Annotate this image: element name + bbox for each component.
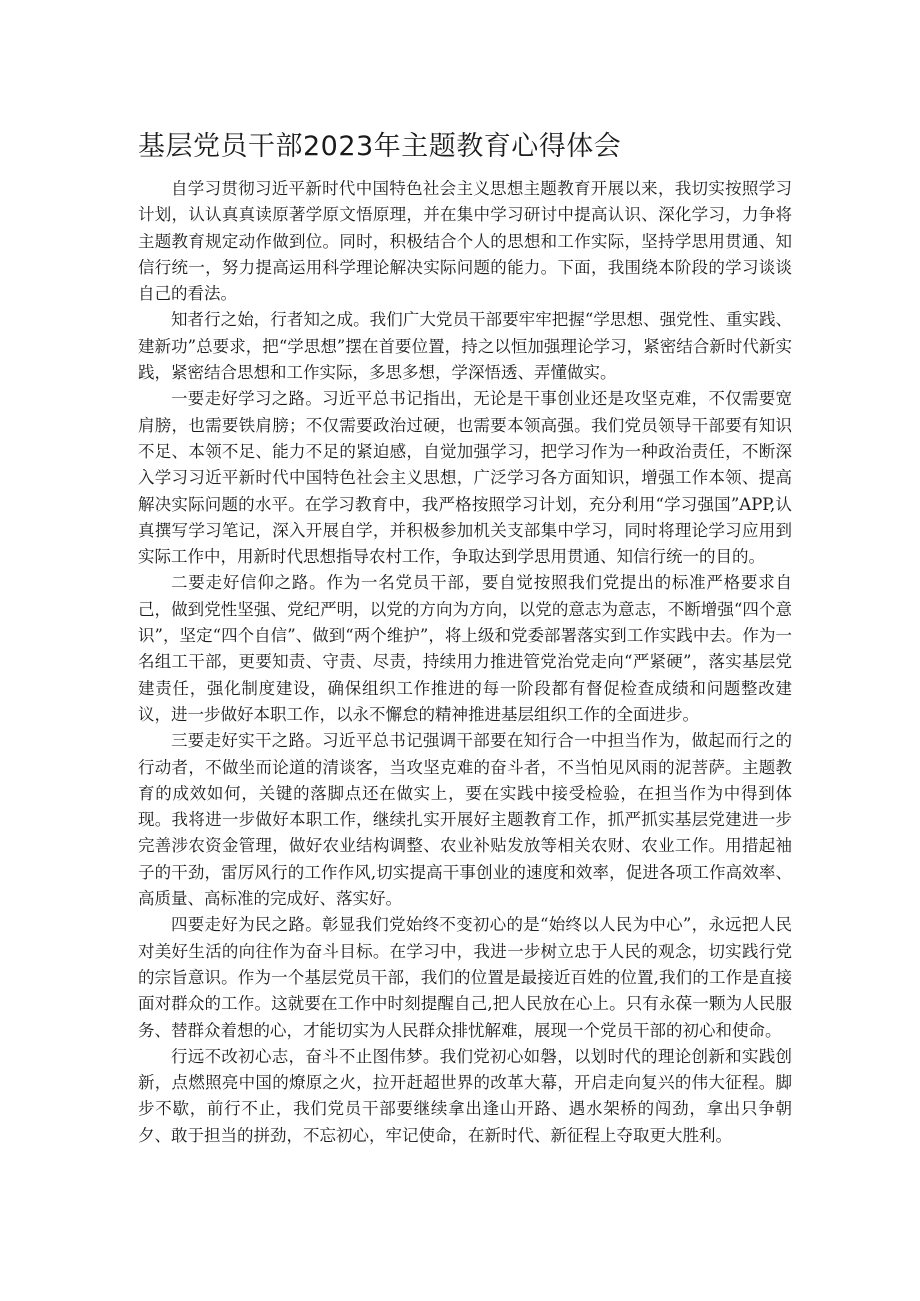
paragraph: 三要走好实干之路。习近平总书记强调干部要在知行合一中担当作为，做起而行之的行动者，不做坐而论道的清谈客，当攻坚克难的奋斗者，不当怕见风雨的泥菩萨。主题教育的成效如何，关键的落脚点还在做实上，要在实践中接受检验，在担当作为中得到体现。我将进一步做好本职工作，继续扎实开展好主题教育工作，抓严抓实基层党建进一步完善涉农资金管理，做好农业结构调整、农业补贴发放等相关农财、农业工作。用措起袖子的干劲，雷厉风行的工作作风,切实提高干事创业的速度和效率，促进各项工作高效率、高质量、高标准的完成好、落实好。 xyxy=(138,731,792,909)
paragraph: 行远不改初心志，奋斗不止图伟梦。我们党初心如磐，以划时代的理论创新和实践创新，点燃照亮中国的燎原之火，拉开赶超世界的改革大幕，开启走向复兴的伟大征程。脚步不歇，前行不止，我们党员干部要继续拿出逢山开路、遇水架桥的闯劲，拿出只争朝夕、敢于担当的拼劲，不忘初心，牢记使命，在新时代、新征程上夺取更大胜利。 xyxy=(138,1046,792,1145)
paragraph: 二要走好信仰之路。作为一名党员干部，要自觉按照我们党提出的标准严格要求自己，做到党性坚强、党纪严明，以党的方向为方向，以党的意志为意志，不断增强“四个意识”，坚定“四个自信”、做到“两个维护”，将上级和党委部署落实到工作实践中去。作为一名组工干部，更要知责、守责、尽责，持续用力推进管党治党走向“严紧硬”，落实基层党建责任，强化制度建设，确保组织工作推进的每一阶段都有督促检查成绩和问题整改建议，进一步做好本职工作，以永不懈怠的精神推进基层组织工作的全面进步。 xyxy=(138,573,792,724)
document-body xyxy=(138,176,792,1149)
paragraph: 四要走好为民之路。彰显我们党始终不变初心的是“始终以人民为中心”，永远把人民对美好生活的向往作为奋斗目标。在学习中，我进一步树立忠于人民的观念，切实践行党的宗旨意识。作为一个基层党员干部，我们的位置是最接近百姓的位置,我们的工作是直接面对群众的工作。这就要在工作中时刻提醒自己,把人民放在心上。只有永葆一颗为人民服务、替群众着想的心，才能切实为人民群众排忧解难，展现一个党员干部的初心和使命。 xyxy=(138,915,792,1040)
paragraph: 一要走好学习之路。习近平总书记指出，无论是干事创业还是攻坚克难，不仅需要宽肩膀，也需要铁肩膀；不仅需要政治过硬，也需要本领高强。我们党员领导干部要有知识不足、本领不足、能力不足的紧迫感，自觉加强学习，把学习作为一种政治责任，不断深入学习习近平新时代中国特色社会主义思想，广泛学习各方面知识，增强工作本领、提高解决实际问题的水平。在学习教育中，我严格按照学习计划，充分利用“学习强国”APP,认真撰写学习笔记，深入开展自学，并积极参加机关支部集中学习，同时将理论学习应用到实际工作中，用新时代思想指导农村工作，争取达到学思用贯通、知信行统一的目的。 xyxy=(138,389,792,567)
paragraph: 知者行之始，行者知之成。我们广大党员干部要牢牢把握“学思想、强党性、重实践、建新功”总要求，把“学思想”摆在首要位置，持之以恒加强理论学习，紧密结合新时代新实践，紧密结合思想和工作实际，多思多想，学深悟透、弄懂做实。 xyxy=(138,310,792,383)
document-title: 基层党员干部2023年主题教育心得体会 xyxy=(138,131,622,162)
paragraph: 自学习贯彻习近平新时代中国特色社会主义思想主题教育开展以来，我切实按照学习计划，认认真真读原著学原文悟原理，并在集中学习研讨中提高认识、深化学习，力争将主题教育规定动作做到位。同时，积极结合个人的思想和工作实际，坚持学思用贯通、知信行统一，努力提高运用科学理论解决实际问题的能力。下面，我围绕本阶段的学习谈谈自己的看法。 xyxy=(138,179,792,304)
